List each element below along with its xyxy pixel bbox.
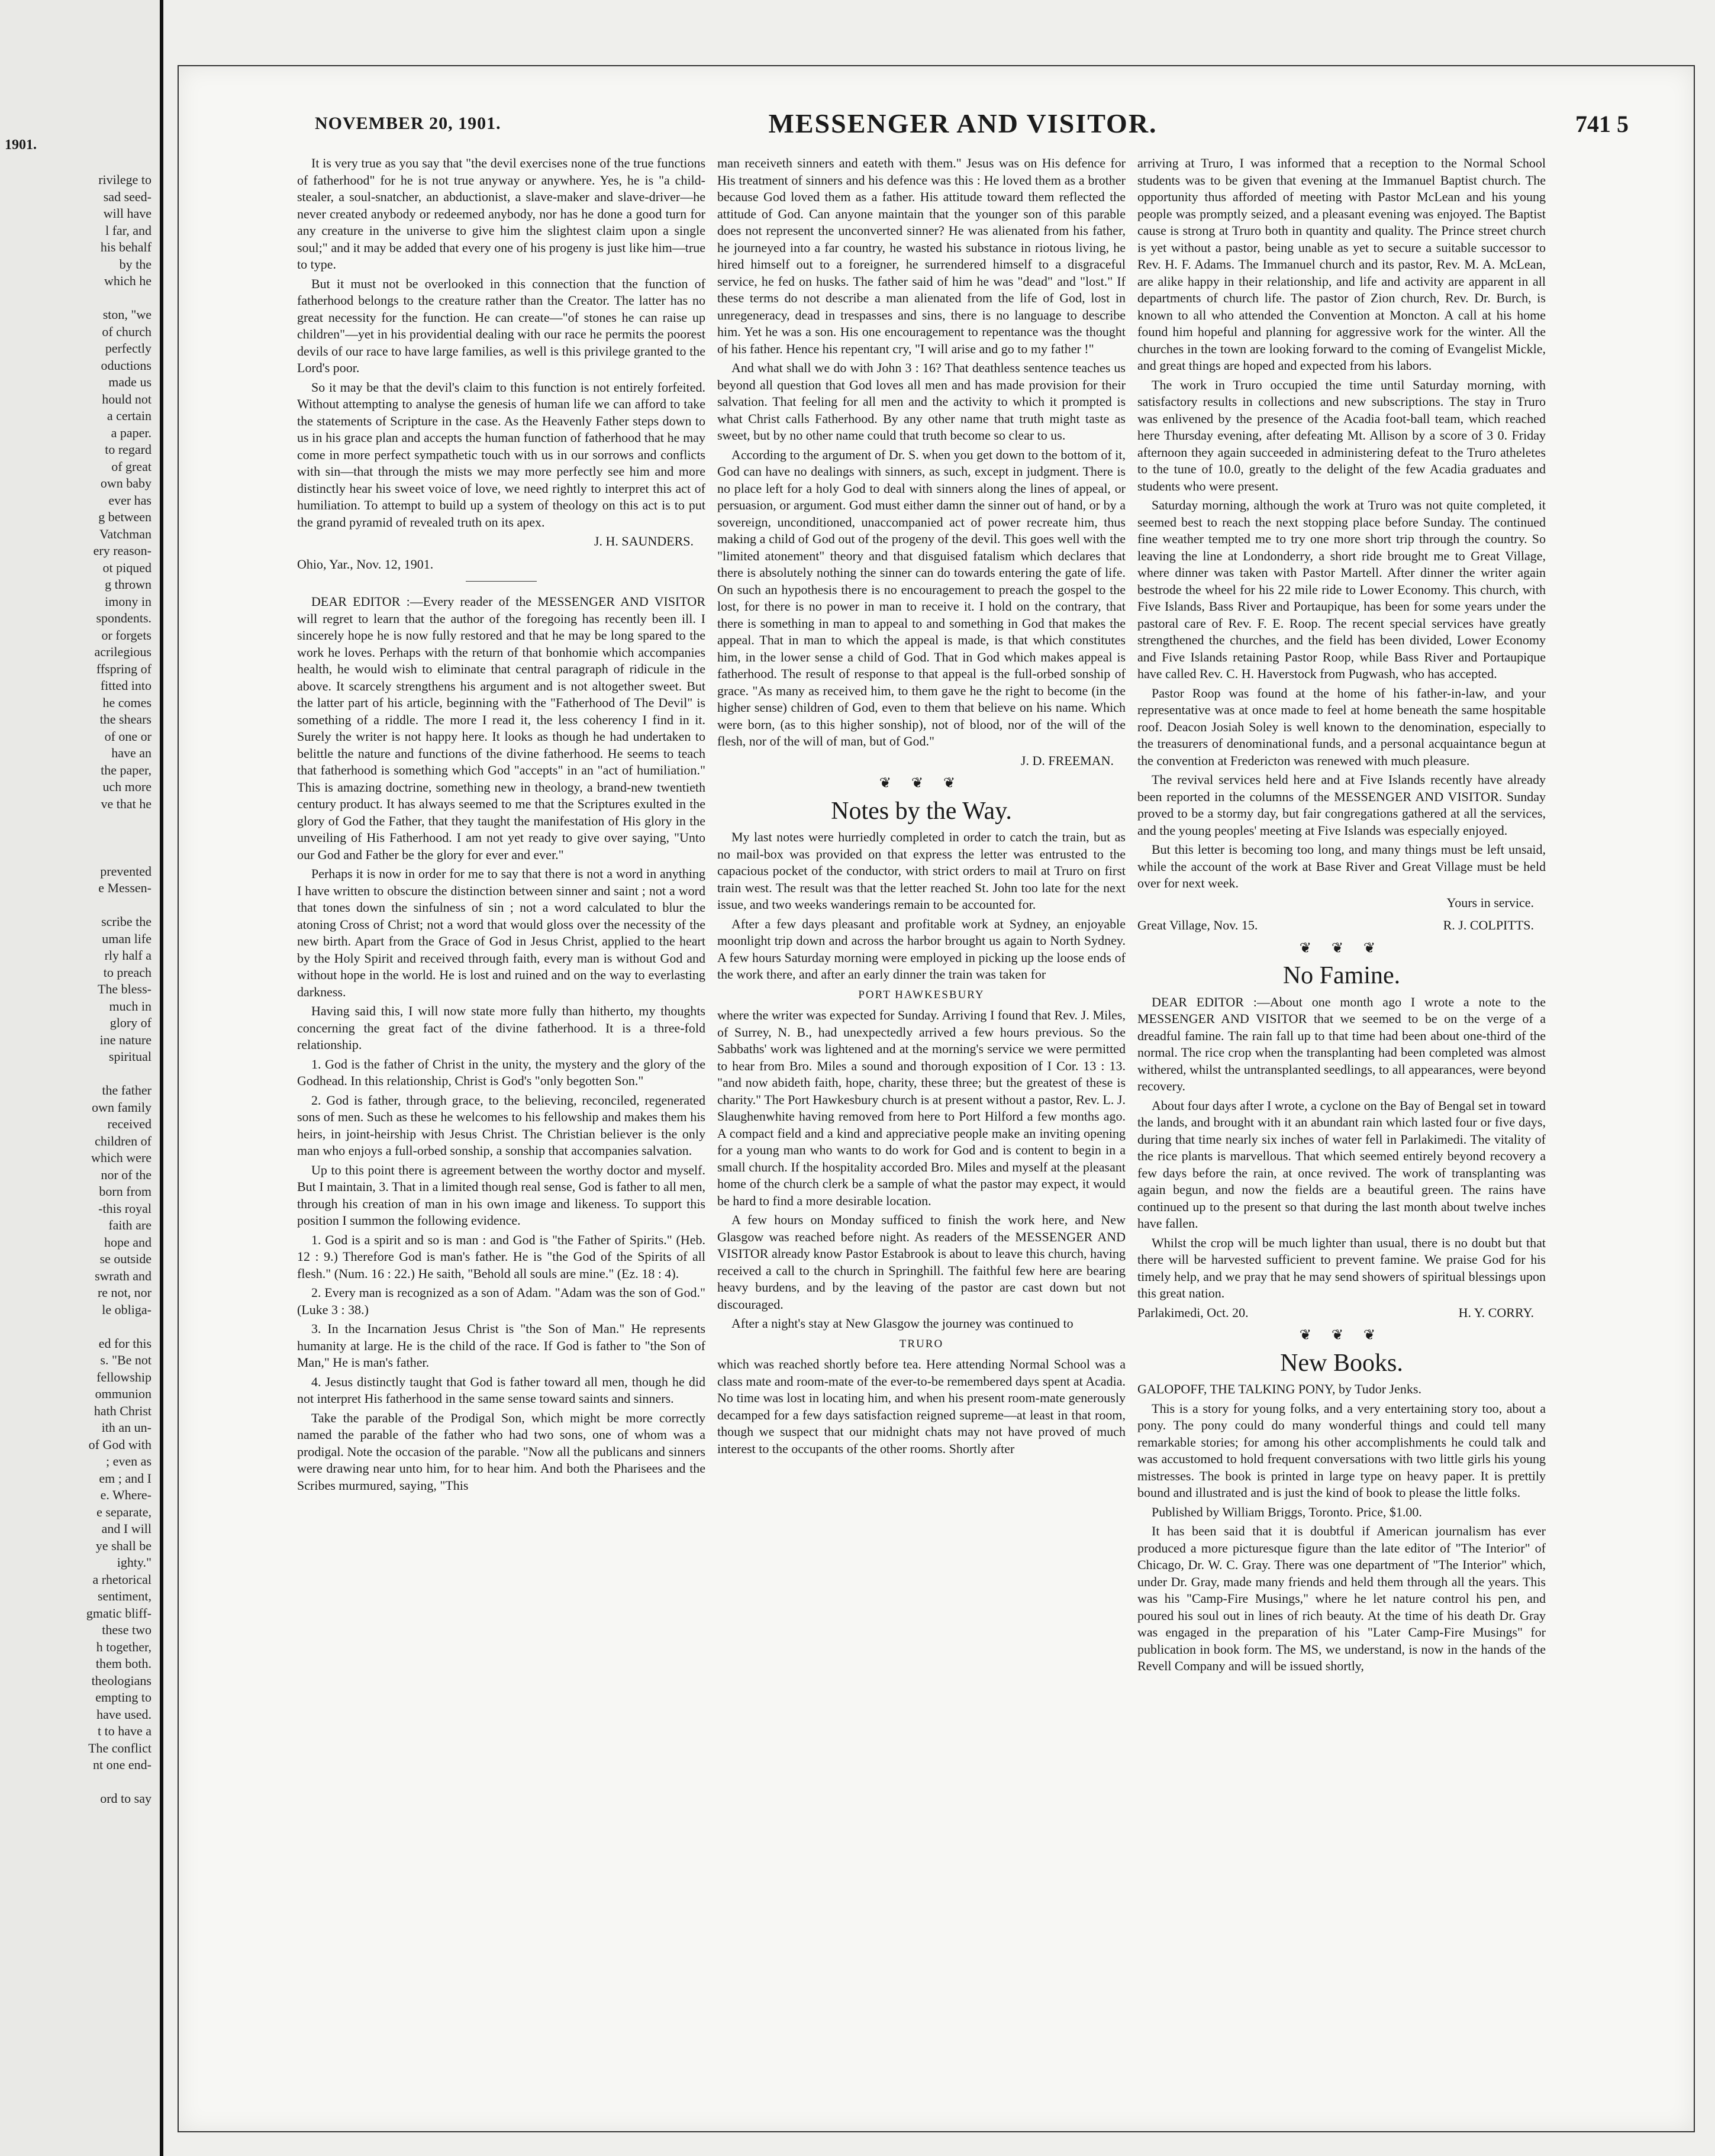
- paragraph: Take the parable of the Prodigal Son, which might be more correctly named the parable of the father who had two sons, one of whom was a prodigal. Note the occasion of the parable. "Now all the publicans and sinners were drawing near unto him, for to hear him. And both the Pharisees and the Scribes murmured, saying, "This: [297, 1410, 705, 1493]
- fragment-line: ever has: [108, 492, 151, 508]
- fragment-line: spondents.: [96, 611, 151, 625]
- paragraph: which was reached shortly before tea. Here attending Normal School was a class mate and room-mate of the ever-to-be remembered days spent at Acadia. No time was lost in locating him, and when his present room-mate generously decamped for a few days satisfaction reigned supreme—at least in that room, though we suspect that our midnight chats may not have proved of much interest to the occupants of the other rooms. Shortly after: [717, 1357, 1126, 1456]
- fragment-line: Vatchman: [99, 526, 151, 541]
- fragment-line: faith are: [108, 1218, 151, 1232]
- paragraph: 3. In the Incarnation Jesus Christ is "the Son of Man." He represents humanity at large. He is the child of the race. If God is father to "the Son of Man," He is man's father.: [297, 1321, 705, 1370]
- fragment-line: em ; and I: [99, 1470, 151, 1486]
- fragment-line: by the: [119, 256, 151, 272]
- fragment-line: theologians: [91, 1673, 151, 1688]
- fragment-line: his behalf: [100, 240, 151, 254]
- fragment-line: he comes: [102, 695, 151, 710]
- fragment-line: a certain: [107, 408, 151, 423]
- paragraph: man receiveth sinners and eateth with them." Jesus was on His defence for His treatment of sinners and his defence was this : He loved them as a brother because God loved them as a father. His attitude toward them reflected the attitude of God. Can anyone maintain that the younger son of this parable does not represent the unconverted sinner? He was alienated from his father, he journeyed into a far country, he wasted his substance in riotous living, he hired himself out to a foreigner, he surrendered himself to a disgraceful service, he fed on husks. The father said of him he was "dead" and "lost." If these terms do not describe a man alienated from the life of God, lost in unregeneracy, dead in trespasses and sins, there is no language to describe him. Yet he was a son. His one encouragement to repentance was the thought of his father. Hence his repentant cry, "I will arise and go to my father !": [717, 156, 1126, 356]
- fragment-line: and I will: [101, 1521, 151, 1536]
- section-heading: No Famine.: [1282, 962, 1401, 989]
- dateline: [1137, 917, 1546, 934]
- header-date: NOVEMBER 20, 1901.: [315, 114, 501, 133]
- fragment-line: hope and: [104, 1234, 151, 1250]
- fragment-line: re not, nor: [97, 1285, 151, 1300]
- fragment-line: nor of the: [101, 1167, 151, 1182]
- fragment-line: h together,: [96, 1639, 151, 1654]
- paragraph: So it may be that the devil's claim to this function is not entirely forfeited. Without attempting to analyse the genesis of human life we can afford to take the statements of Scripture in the case. As the Heavenly Father steps down to us in his grace plan and accepts the human function of fatherhood that he may come in more perfect sympathetic touch with us in our sorrows and conflicts with sin—that through the mists we may more perfectly see him and more distinctly hear his sweet voice of love, we need rightly to interpret this act of humiliation. To attempt to build up a system of theology on this act is to put the grand pyramid of revealed truth on its apex.: [297, 379, 705, 530]
- fragment-line: ine nature: [99, 1032, 151, 1047]
- fragment-line: of great: [111, 459, 151, 474]
- fragment-line: own family: [92, 1099, 151, 1115]
- fragment-line: The bless-: [97, 982, 151, 996]
- fragment-line: le obliga-: [102, 1302, 151, 1317]
- paragraph: DEAR EDITOR :—Every reader of the MESSENGER AND VISITOR will regret to learn that the author of the foregoing has recently been ill. I sincerely hope he is now fully restored and that he may be long spared to the work he loves. Perhaps with the return of that bonhomie which accompanies health, he would wish to eliminate that central paragraph of ridicule in the above. It scarcely strengthens his argument and is not altogether sweet. But the latter part of his article, beginning with the "Fatherhood of The Devil" is something of a riddle. The more I read it, the less coherency I find in it. Surely the writer is not happy here. It looks as though he had undertaken to belittle the nature and functions of the divine fatherhood. He seems to teach that fatherhood is something which God "accepts" in an "act of humiliation." This is amazing doctrine, something new in theology, a brand-new twentieth century product. It has always seemed to me that the Scriptures exulted in the glory of God the Father, that they taught the manifestation of His glory in the unveiling of His Fatherhood. I am not yet ready to give over saying, "Unto our God and Father be the glory for ever and ever.": [297, 594, 705, 862]
- fragment-line: ed for this: [98, 1335, 151, 1351]
- signature: R. J. COLPITTS.: [1443, 918, 1534, 932]
- paragraph: It is very true as you say that "the devil exercises none of the true functions of fatherhood" for he is not true anyway or anywhere. Yes, he is "a child-stealer, a soul-snatcher, an abductionist, a slave-maker and slave-driver—he never created anybody or redeemed anybody, nor has he done a good turn for any creature in the universe to give him the slightest claim upon a single soul;" and it may be added that every one of his progeny is just like him—true to type.: [297, 156, 705, 272]
- paragraph: where the writer was expected for Sunday. Arriving I found that Rev. J. Miles, of Surrey, N. B., had unexpectedly arrived a few hours previous. So the Sabbaths' work was lightened and at the morning's service we were permitted to hear from Bro. Miles a sound and thorough exposition of I Cor. 13 : 13. "and now abideth faith, hope, charity, these three; but the greatest of these is charity." The Port Hawkesbury church is at present without a pastor, Rev. L. J. Slaughenwhite having removed from here to Port Hilford a few months ago. A compact field and a kind and appreciative people make an inviting opening for a young man who wants to do work for God and is content to begin in a small church. If the hospitality accorded Bro. Miles and myself at the pleasant home of the church clerk be a sample of what the pastor may expect, it would be hard to find a more desirable location.: [717, 1008, 1126, 1208]
- fragment-line: [4, 1774, 151, 1791]
- paragraph: Up to this point there is agreement between the worthy doctor and myself. But I maintain, 3. That in a limited though real sense, God is father to all men, through his creation of man in his own image and likeness. To support this position I summon the following evidence.: [297, 1162, 705, 1228]
- signature: J. H. SAUNDERS.: [594, 534, 694, 548]
- fragment-line: ith an un-: [101, 1420, 151, 1435]
- paragraph: 2. God is father, through grace, to the believing, reconciled, regenerated sons of men. Such as these he welcomes to his fellowship and makes them his heirs, in joint-heirship with Jesus Christ. The Christian believer is the only man who enjoys a full-orbed sonship, a sonship that accompanies salvation.: [297, 1092, 705, 1158]
- ornament-divider: ❦ ❦ ❦: [1299, 940, 1384, 956]
- fragment-line: [4, 1318, 151, 1335]
- fragment-line: ighty.": [117, 1555, 151, 1570]
- fragment-line: ommunion: [95, 1386, 151, 1401]
- fragment-line: empting to: [95, 1690, 151, 1705]
- fragment-line: to preach: [103, 964, 151, 980]
- fragment-line: The conflict: [88, 1740, 151, 1755]
- dateline: Ohio, Yar., Nov. 12, 1901.: [297, 556, 434, 572]
- paragraph: Perhaps it is now in order for me to say that there is not a word in anything I have written to obscure the distinction between sinner and saint ; not a word that tones down the sinfulness of sin ; not a word calculated to blur the atoning Cross of Christ; not a word that would gloss over the necessity of the new birth. Apart from the Grace of God in Jesus Christ, applied to the heart by the Holy Spirit and received through faith, every man is without God and without hope in the world. He is lost and ruined and on the way to everlasting darkness.: [297, 866, 705, 999]
- section-heading: New Books.: [1280, 1349, 1403, 1377]
- paragraph: Pastor Roop was found at the home of his father-in-law, and your representative was at once made to feel at home beneath the same hospitable roof. Deacon Josiah Soley is well known to the denomination, especially to the treasurers of denominational funds, and a personal acquaintance begun at the convention at Fredericton was renewed with much pleasure.: [1137, 685, 1546, 768]
- fragment-text: [4, 172, 151, 1808]
- fragment-line: g between: [98, 509, 151, 524]
- signature: J. D. FREEMAN.: [1020, 753, 1114, 768]
- paragraph: After a night's stay at New Glasgow the journey was continued to: [731, 1316, 1074, 1331]
- dateline: [1137, 1305, 1546, 1322]
- column-3: [1137, 155, 1546, 2107]
- fragment-line: of one or: [104, 728, 151, 744]
- fragment-line: swrath and: [95, 1268, 151, 1283]
- paragraph: The revival services held here and at Five Islands recently have already been reported in the columns of the MESSENGER AND VISITOR. Sunday proved to be a stormy day, but fair congregations gathered at all the services, and the young peoples' meeting at Five Islands was especially enjoyed.: [1137, 772, 1546, 838]
- fragment-line: e separate,: [96, 1504, 151, 1519]
- fragment-line: the paper,: [101, 762, 151, 777]
- fragment-line: the shears: [99, 712, 151, 727]
- fragment-line: ot piqued: [102, 560, 151, 575]
- fragment-line: hould not: [102, 391, 151, 406]
- paragraph: arriving at Truro, I was informed that a reception to the Normal School students was to be given that evening at the Immanuel Baptist church. The opportunity thus afforded of meeting with Pastor McLean and his young people was promptly seized, and a pleasant evening was enjoyed. The Baptist cause is strong at Truro both in quantity and quality. The Prince street church is yet without a pastor, being unable as yet to secure a suitable successor to Rev. H. F. Adams. The Immanuel church and its pastor, Rev. M. A. McLean, are alike happy in their relationship, and life and activity are apparent in all departments of church life. The pastor of Zion church, Rev. Dr. Burch, is known to all who attended the Convention at Moncton. A call at his home found him hopeful and planning for aggressive work for the winter. All the churches in the town are looking forward to the coming of Evangelist Mickle, and great things are hoped and expected from his labors.: [1137, 156, 1546, 373]
- fragment-line: gmatic bliff-: [86, 1605, 151, 1621]
- paragraph: Published by William Briggs, Toronto. Price, $1.00.: [1152, 1504, 1422, 1519]
- paragraph: After a few days pleasant and profitable work at Sydney, an enjoyable moonlight trip down and across the harbor brought us again to North Sydney. A few hours Saturday morning were employed in picking up the loose ends of the work there, and after an early dinner the train was taken for: [717, 916, 1126, 982]
- fragment-line: ord to say: [100, 1791, 151, 1806]
- place-subheading: TRURO: [899, 1337, 944, 1350]
- fragment-line: ery reason-: [93, 543, 151, 558]
- fragment-line: oductions: [101, 357, 151, 373]
- ornament-divider: ❦ ❦ ❦: [879, 776, 964, 791]
- fragment-line: nt one end-: [93, 1757, 151, 1772]
- closing: Yours in service.: [1446, 895, 1534, 910]
- fragment-line: glory of: [109, 1015, 151, 1030]
- paragraph: According to the argument of Dr. S. when you get down to the bottom of it, God can have no dealings with sinners, as such, except in judgment. There is no place left for a holy God to deal with sinners along the lines of appeal, or persuasion, or argument. God must either damn the sinner out of hand, or by a sovereign, unconditioned, unaccompanied act of power recreate him, thus making a child of God out of the progeny of the devil. This goes well with the "limited atonement" theory and that disguised fatalism which declares that there is absolutely nothing the sinner can do towards entering the gate of life. On such an hypothesis there is no encouragement to preach the gospel to the lost, for there is no power in man to receive it. I hold on the contrary, that there is something in man to appeal to and something in God that makes the appeal. That in man to which the appeal is made, is that which constitutes him, in the lower sense a child of God. That in God which makes appeal is fatherhood. The result of response to that appeal is the full-orbed sonship of grace. "As many as received him, to them gave he the right to become (in the higher sense) children of God, even to them that believe on his name. Which were born, (as to this higher sonship), not of blood, nor of the will of the flesh, nor of the will of man, but of God.": [717, 447, 1126, 748]
- book-title-line: GALOPOFF, THE TALKING PONY, by Tudor Jenks.: [1137, 1382, 1421, 1396]
- fragment-line: -this royal: [98, 1200, 151, 1216]
- divider: [466, 581, 537, 582]
- ornament-divider: ❦ ❦ ❦: [1299, 1328, 1384, 1343]
- fragment-line: fellowship: [96, 1369, 151, 1384]
- paragraph: But this letter is becoming too long, and many things must be left unsaid, while the account of the work at Base River and Great Village must be held over for next week.: [1137, 842, 1546, 890]
- adjacent-page-fragment: [0, 0, 163, 2156]
- fragment-line: e Messen-: [98, 880, 151, 895]
- fragment-line: uch more: [102, 779, 151, 794]
- section-heading: Notes by the Way.: [831, 797, 1012, 825]
- fragment-line: imony in: [105, 593, 151, 609]
- fragment-line: ; even as: [106, 1454, 151, 1468]
- paragraph: A few hours on Monday sufficed to finish the work here, and New Glasgow was reached before night. As readers of the MESSENGER AND VISITOR already know Pastor Estabrook is about to leave this church, having received a call to the church in Springhill. The faithful few here are bearing heavy burdens, and by the leaving of the pastor are cast down but not discouraged.: [717, 1212, 1126, 1312]
- fragment-line: [4, 290, 151, 307]
- fragment-line: have used.: [96, 1706, 151, 1722]
- paragraph: 1. God is the father of Christ in the unity, the mystery and the glory of the Godhead. In this relationship, Christ is God's "only begotten Son.": [297, 1056, 705, 1088]
- fragment-line: the father: [102, 1083, 151, 1098]
- fragment-line: [4, 1066, 151, 1083]
- dateline-place: Parlakimedi, Oct. 20.: [1137, 1305, 1249, 1320]
- fragment-line: of church: [102, 324, 151, 339]
- fragment-line: of God with: [88, 1437, 151, 1452]
- paragraph: 1. God is a spirit and so is man : and God is "the Father of Spirits." (Heb. 12 : 9.) Therefore God is man's father. He is "the God of the Spirits of all flesh." (Num. 16 : 22.) He saith, "Behold all souls are mine." (Ez. 18 : 4).: [297, 1232, 705, 1281]
- fragment-line: fitted into: [100, 678, 151, 693]
- fragment-line: [4, 897, 151, 914]
- fragment-line: [4, 846, 151, 863]
- paragraph: The work in Truro occupied the time until Saturday morning, with satisfactory results in collections and new subscriptions. The stay in Truro was enlivened by the presence of the Acadia foot-ball team, which reached here Thursday evening, after defeating Mt. Allison by a score of 3 0. Friday afternoon they again succeeded in administering defeat to the Truro atheletes to the tune of 10.0, greatly to the delight of the few Acadia graduates and students who were present.: [1137, 377, 1546, 493]
- fragment-line: t to have a: [97, 1723, 151, 1738]
- fragment-line: these two: [102, 1622, 151, 1637]
- fragment-line: prevented: [100, 863, 151, 879]
- fragment-line: se outside: [99, 1251, 151, 1266]
- fragment-line: children of: [95, 1133, 151, 1148]
- fragment-line: spiritual: [108, 1049, 151, 1064]
- fragment-line: a rhetorical: [92, 1571, 151, 1587]
- dateline-place: Great Village, Nov. 15.: [1137, 918, 1258, 932]
- fragment-line: l far, and: [105, 222, 151, 238]
- page-number: 741 5: [1575, 111, 1629, 137]
- fragment-line: ston, "we: [102, 307, 151, 322]
- fragment-line: hath Christ: [94, 1403, 151, 1418]
- paragraph: Saturday morning, although the work at Truro was not quite completed, it seemed best to reach the next stopping place before Sunday. The continued fine weather tempted me to try one more short trip through the country. So leaving the line at Londonderry, a short ride brought me to Great Village, where dinner was taken with Pastor Martell. After dinner the writer again bestrode the wheel for his 22 mile ride to Lower Economy. This church, with Five Islands, Bass River and Portaupique, has been for some years under the pastoral care of Rev. F. E. Roop. The recent special services have greatly strengthened the churches, and the field has been divided, Lower Economy and Five Islands retaining Pastor Roop, while Bass River and Portaupique have called Rev. C. H. Haverstock from Pugwash, who has accepted.: [1137, 498, 1546, 681]
- column-1: [297, 155, 705, 2107]
- paragraph: But it must not be overlooked in this connection that the function of fatherhood belongs to the creature rather than the Creator. The latter has no great necessity for the function. He can create—"of stones he can raise up children"—yet in his providential dealing with our race he permits the poorest devils of our race to have large families, as well is this privilege granted to the Lord's poor.: [297, 276, 705, 375]
- fragment-line: born from: [99, 1184, 151, 1199]
- paragraph: And what shall we do with John 3 : 16? That deathless sentence teaches us beyond all question that God loves all men and has made provision for their salvation. That feeling for all men and the activity to which it prompted is what Christ calls Fatherhood. By any other name that truth might taste as sweet, but by no other name could that truth become so clear to us.: [717, 360, 1126, 443]
- fragment-line: have an: [111, 745, 151, 760]
- fragment-line: to regard: [105, 442, 151, 457]
- fragment-line: own baby: [100, 476, 151, 490]
- paragraph: About four days after I wrote, a cyclone on the Bay of Bengal set in toward the lands, and brought with it an abundant rain which lasted four or five days, during that time nearly six inches of water fell in Parlakimedi. The vitality of the rice plants is marvellous. That which seemed entirely beyond recovery a few days before the rain, at once revived. The work of transplanting was again begun, and now the fields are a beautiful green. The rains have continued up to the present so that during the last month about twelve inches have fallen.: [1137, 1098, 1546, 1231]
- signature: H. Y. CORRY.: [1458, 1305, 1534, 1320]
- fragment-line: sentiment,: [97, 1589, 151, 1603]
- fragment-line: them both.: [95, 1656, 151, 1671]
- newspaper-page: [178, 65, 1695, 2132]
- paragraph: It has been said that it is doubtful if American journalism has ever produced a more picturesque figure than the late editor of "The Interior" of Chicago, Dr. W. C. Gray. There was one department of "The Interior" which, under Dr. Gray, made many friends and held them through all the years. This was his "Camp-Fire Musings," where he let nature control his pen, and poured his soul out in lines of rich beauty. At the time of his death Dr. Gray was engaged in the preparation of his "Later Camp-Fire Musings" for publication in book form. The MS, we understand, is now in the hands of the Revell Company and will be issued shortly,: [1137, 1524, 1546, 1673]
- fragment-line: ve that he: [101, 796, 151, 811]
- fragment-line: a paper.: [111, 425, 151, 440]
- fragment-line: which were: [91, 1150, 151, 1165]
- page-header: [297, 108, 1629, 149]
- masthead-title: MESSENGER AND VISITOR.: [768, 108, 1158, 138]
- fragment-line: ffspring of: [96, 661, 151, 676]
- fragment-line: much in: [109, 998, 151, 1014]
- fragment-line: scribe the: [101, 914, 151, 929]
- paragraph: DEAR EDITOR :—About one month ago I wrote a note to the MESSENGER AND VISITOR that we seemed to be on the verge of a dreadful famine. The rain fall up to that time had been about one-third of the normal. The rice crop when the transplanting had been completed was almost withered, whilst the untransplanted seedlings, to all appearances, were beyond recovery.: [1137, 994, 1546, 1093]
- paragraph: 4. Jesus distinctly taught that God is father toward all men, though he did not interpret His fatherhood in the same sense toward saints and sinners.: [297, 1374, 705, 1406]
- paragraph: This is a story for young folks, and a very entertaining story too, about a pony. The pony could do many wonderful things and could tell many remarkable stories; for among his other accomplishments he could talk and was accustomed to hold frequent conversations with two little girls his young mistresses. The book is printed in large type on heavy paper. It is prettily bound and illustrated and is just the kind of book to please the little folks.: [1137, 1400, 1546, 1500]
- fragment-line: acrilegious: [94, 644, 151, 659]
- fragment-line: which he: [104, 273, 151, 288]
- fragment-line: sad seed-: [103, 189, 151, 204]
- fragment-line: g thrown: [105, 577, 151, 592]
- fragment-line: [4, 812, 151, 830]
- fragment-line: [4, 830, 151, 847]
- paragraph: 2. Every man is recognized as a son of Adam. "Adam was the son of God." (Luke 3 : 38.): [297, 1285, 705, 1317]
- fragment-line: rly half a: [104, 948, 151, 963]
- fragment-line: received: [107, 1116, 151, 1131]
- place-subheading: PORT HAWKESBURY: [858, 988, 985, 1001]
- fragment-year: 1901.: [5, 137, 37, 153]
- fragment-line: or forgets: [101, 627, 151, 643]
- fragment-line: s. "Be not: [100, 1353, 151, 1367]
- paragraph: My last notes were hurriedly completed in order to catch the train, but as no mail-box was provided on that express the letter was entrusted to the capacious pocket of the conductor, with strict orders to mail at Truro on first train west. The result was that the letter reached St. John too late for the next issue, and two weeks wanderings remain to be accounted for.: [717, 830, 1126, 912]
- fragment-line: will have: [103, 206, 151, 221]
- fragment-line: rivilege to: [98, 172, 151, 187]
- paragraph: Whilst the crop will be much lighter than usual, there is no doubt but that there will be harvested sufficient to prevent famine. We praise God for his timely help, and we pray that he may send showers of spiritual blessings upon this great nation.: [1137, 1235, 1546, 1300]
- fragment-line: perfectly: [105, 341, 151, 356]
- fragment-line: e. Where-: [100, 1487, 151, 1502]
- fragment-line: ye shall be: [95, 1538, 151, 1553]
- column-2: [717, 155, 1126, 2107]
- fragment-line: made us: [108, 375, 151, 389]
- fragment-line: uman life: [102, 931, 151, 946]
- paragraph: Having said this, I will now state more fully than hitherto, my thoughts concerning the great fact of the divine fatherhood. It is a three-fold relationship.: [297, 1003, 705, 1052]
